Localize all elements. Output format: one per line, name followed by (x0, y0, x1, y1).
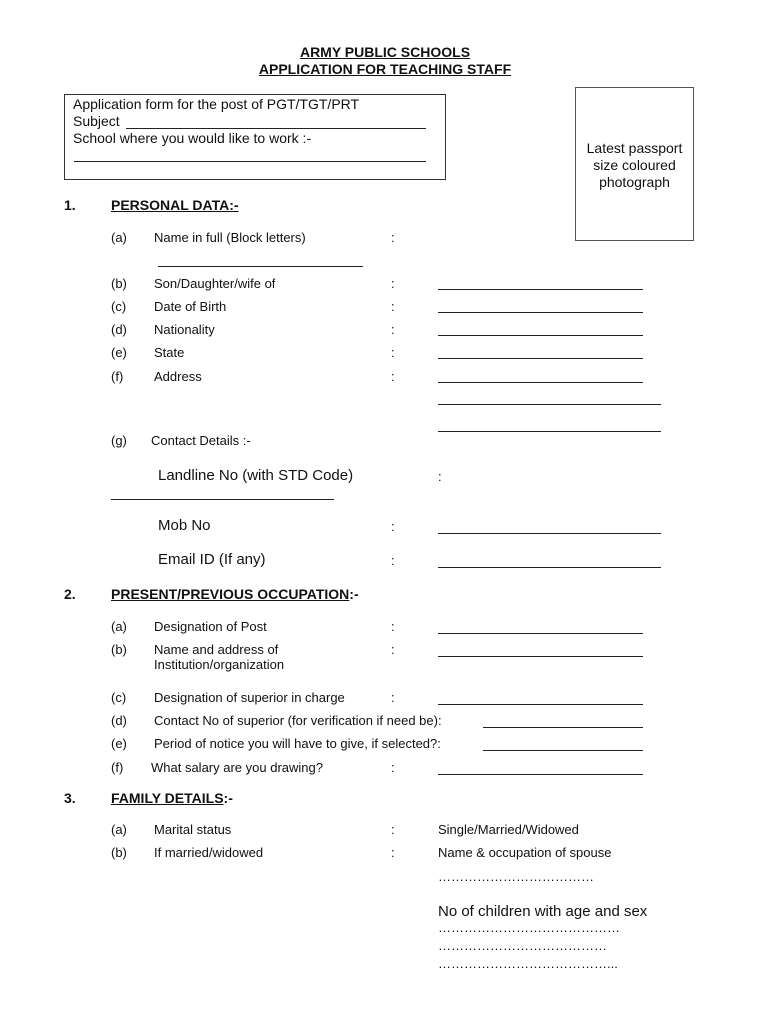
mobile-label: Mob No (158, 517, 211, 534)
spouse-label: Name & occupation of spouse (438, 845, 612, 860)
post-label: Application form for the post of PGT/TGT/PRT (73, 96, 360, 112)
address-label: Address (154, 369, 202, 384)
section-2-heading-wrap (111, 586, 359, 602)
landline-label: Landline No (with STD Code) (158, 467, 354, 484)
school-field-line[interactable] (74, 161, 426, 162)
section-1-number: 1. (64, 197, 76, 213)
state-field-line[interactable] (438, 358, 643, 359)
children-field-dots-2[interactable]: ………………………………… (438, 938, 607, 953)
superior-designation-label: Designation of superior in charge (154, 690, 345, 705)
address-field-line-1[interactable] (438, 382, 643, 383)
item-letter: (e) (111, 736, 127, 751)
address-field-line-3[interactable] (438, 431, 661, 432)
dob-label: Date of Birth (154, 299, 227, 314)
email-label: Email ID (If any) (158, 551, 266, 568)
subject-label: Subject (73, 113, 120, 129)
landline-field-line[interactable] (111, 499, 334, 500)
form-title-line2: APPLICATION FOR TEACHING STAFF (258, 61, 512, 77)
item-letter: (a) (111, 230, 127, 245)
item-letter: (d) (111, 713, 127, 728)
colon: : (438, 469, 442, 484)
item-letter: (d) (111, 322, 127, 337)
item-letter: (b) (111, 276, 127, 291)
contact-details-label: Contact Details :- (151, 433, 251, 448)
colon: : (391, 369, 395, 384)
mobile-field-line[interactable] (438, 533, 661, 534)
colon: : (391, 276, 395, 291)
item-letter: (e) (111, 345, 127, 360)
relation-field-line[interactable] (438, 289, 643, 290)
item-letter: (a) (111, 822, 127, 837)
form-title-line1: ARMY PUBLIC SCHOOLS (299, 44, 471, 60)
colon: : (391, 299, 395, 314)
spouse-field-dots[interactable]: ……………………………… (438, 869, 594, 884)
item-letter: (c) (111, 690, 127, 705)
full-name-label: Name in full (Block letters) (154, 230, 306, 245)
item-letter: (c) (111, 299, 127, 314)
marital-status-label: Marital status (154, 822, 232, 837)
section-3-number: 3. (64, 790, 76, 806)
section-3-heading-suffix: :- (223, 790, 233, 806)
superior-contact-field-line[interactable] (483, 727, 643, 728)
institution-label-2: Institution/organization (154, 657, 285, 672)
designation-label: Designation of Post (154, 619, 267, 634)
children-label: No of children with age and sex (438, 903, 648, 920)
section-2-number: 2. (64, 586, 76, 602)
item-letter: (f) (111, 369, 124, 384)
superior-contact-label: Contact No of superior (for verification if need be): (154, 713, 442, 728)
salary-label: What salary are you drawing? (151, 760, 323, 775)
colon: : (391, 845, 395, 860)
superior-designation-field-line[interactable] (438, 704, 643, 705)
section-2-heading: PRESENT/PREVIOUS OCCUPATION (111, 586, 350, 602)
colon: : (391, 619, 395, 634)
full-name-field-line[interactable] (158, 266, 363, 267)
item-letter: (f) (111, 760, 124, 775)
children-field-dots-1[interactable]: …………………………………… (438, 920, 620, 935)
notice-period-label: Period of notice you will have to give, if selected?: (154, 736, 441, 751)
item-letter: (b) (111, 845, 127, 860)
designation-field-line[interactable] (438, 633, 643, 634)
marital-status-options[interactable]: Single/Married/Widowed (438, 822, 579, 837)
colon: : (391, 642, 395, 657)
if-married-label: If married/widowed (154, 845, 264, 860)
item-letter: (b) (111, 642, 127, 657)
notice-period-field-line[interactable] (483, 750, 643, 751)
address-field-line-2[interactable] (438, 404, 661, 405)
colon: : (391, 322, 395, 337)
subject-field-line[interactable] (126, 128, 426, 129)
colon: : (391, 519, 395, 534)
state-label: State (154, 345, 185, 360)
post-details-box (64, 94, 446, 180)
section-3-heading-wrap (111, 790, 233, 806)
institution-field-line[interactable] (438, 656, 643, 657)
nationality-label: Nationality (154, 322, 215, 337)
colon: : (391, 553, 395, 568)
section-1-heading: PERSONAL DATA:- (111, 197, 239, 213)
institution-label: Name and address of (154, 642, 279, 657)
nationality-field-line[interactable] (438, 335, 643, 336)
photo-placeholder-text: Latest passport size coloured photograph (586, 140, 683, 190)
email-field-line[interactable] (438, 567, 661, 568)
item-letter: (a) (111, 619, 127, 634)
colon: : (391, 345, 395, 360)
salary-field-line[interactable] (438, 774, 643, 775)
colon: : (391, 230, 395, 245)
section-2-heading-suffix: :- (349, 586, 359, 602)
school-label: School where you would like to work :- (73, 130, 312, 146)
photo-box[interactable] (575, 87, 694, 241)
relation-label: Son/Daughter/wife of (154, 276, 276, 291)
colon: : (391, 822, 395, 837)
colon: : (391, 690, 395, 705)
section-3-heading: FAMILY DETAILS (111, 790, 224, 806)
item-letter: (g) (111, 433, 127, 448)
children-field-dots-3[interactable]: …………………………………... (438, 956, 618, 971)
colon: : (391, 760, 395, 775)
dob-field-line[interactable] (438, 312, 643, 313)
